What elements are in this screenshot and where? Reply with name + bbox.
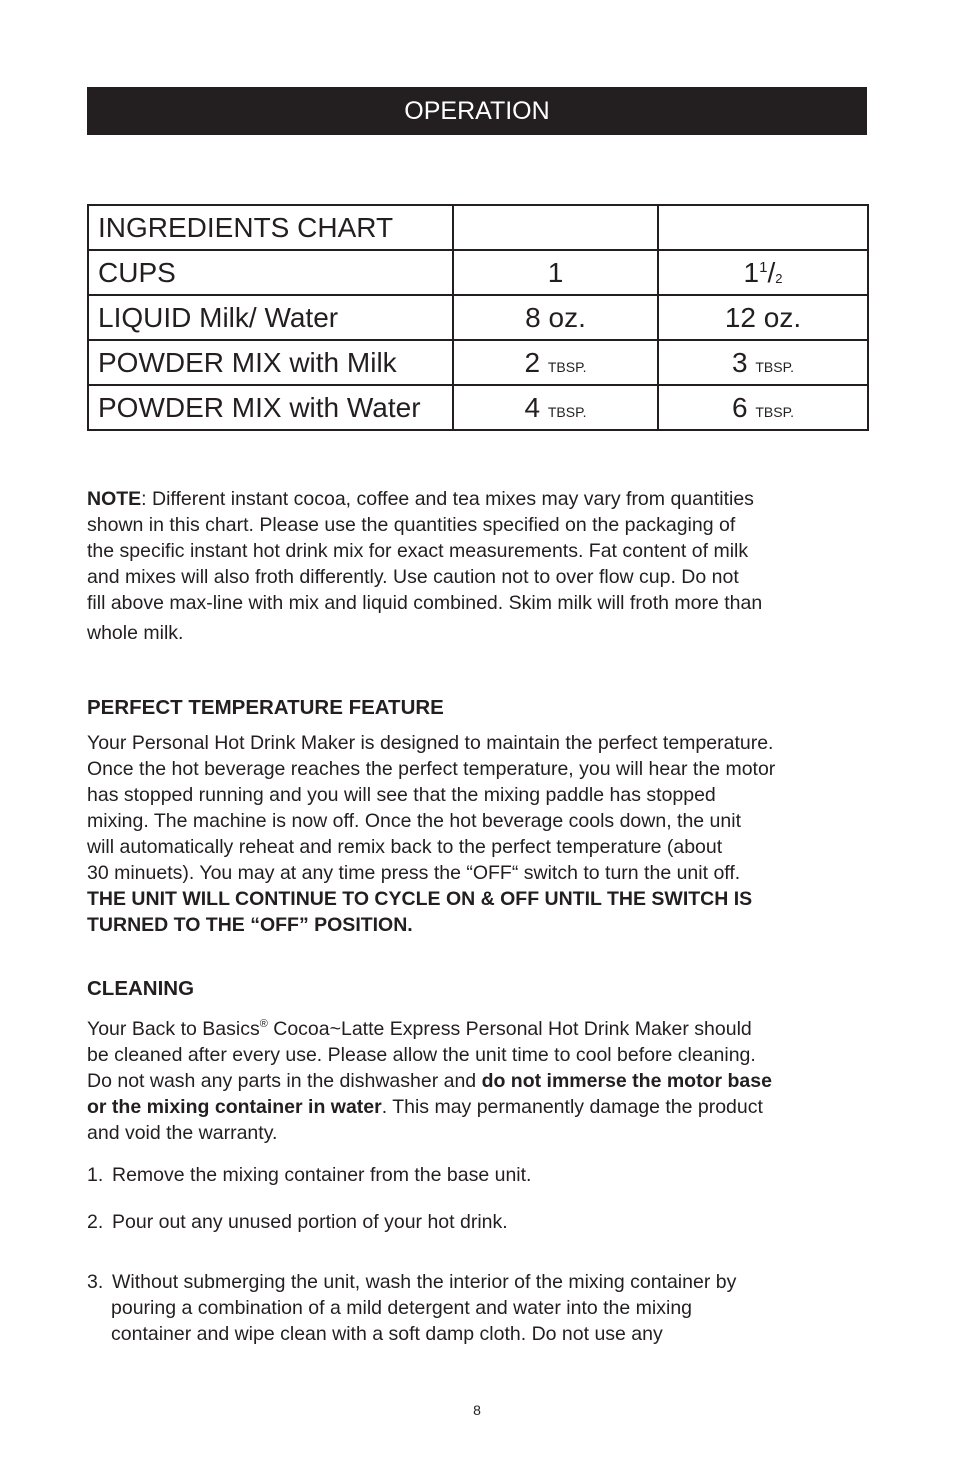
paragraph-line: 30 minuets). You may at any time press the “OFF“ switch to turn the unit off. — [87, 862, 741, 884]
note-text: fill above max-line with mix and liquid combined. Skim milk will froth more than — [87, 592, 763, 614]
list-item — [87, 1162, 872, 1188]
note-text: the specific instant hot drink mix for exact measurements. Fat content of milk — [87, 540, 749, 562]
cell-unit: TBSP. — [547, 403, 587, 420]
list-number: 1. — [87, 1164, 104, 1186]
temperature-heading: PERFECT TEMPERATURE FEATURE — [87, 696, 444, 719]
paragraph-line: will automatically reheat and remix back to the perfect temperature (about — [87, 836, 723, 858]
table-row — [88, 340, 868, 385]
table-row — [88, 250, 868, 295]
list-item — [87, 1209, 872, 1235]
list-text: Without submerging the unit, wash the interior of the mixing container by — [112, 1271, 737, 1293]
table-cell — [453, 340, 658, 385]
list-text: pouring a combination of a mild detergent and water into the mixing — [111, 1297, 693, 1319]
table-cell — [453, 385, 658, 430]
list-text: Remove the mixing container from the base unit. — [112, 1164, 532, 1186]
list-text: container and wipe clean with a soft damp cloth. Do not use any — [111, 1323, 663, 1345]
section-header — [87, 87, 867, 135]
row-label: CUPS — [88, 250, 453, 295]
paragraph-line: Your Personal Hot Drink Maker is designed to maintain the perfect temperature. — [87, 732, 774, 754]
emphasis-text: or the mixing container in water — [87, 1096, 382, 1118]
list-item — [87, 1269, 872, 1347]
table-row — [88, 295, 868, 340]
cell-value: 4 — [524, 391, 541, 423]
table-cell — [658, 250, 868, 295]
fraction-denominator: 2 — [775, 270, 783, 286]
paragraph-line: be cleaned after every use. Please allow the unit time to cool before cleaning. — [87, 1044, 756, 1066]
note-text: whole milk. — [87, 622, 184, 644]
table-cell: 1 — [453, 250, 658, 295]
list-number: 2. — [87, 1211, 104, 1233]
fraction-value: $1^1/_2$ — [743, 256, 783, 288]
cell-unit: TBSP. — [547, 358, 587, 375]
ingredients-chart — [87, 204, 869, 431]
section-title: OPERATION — [404, 96, 550, 125]
row-label: LIQUID Milk/ Water — [88, 295, 453, 340]
warning-line: THE UNIT WILL CONTINUE TO CYCLE ON & OFF UNTIL THE SWITCH IS — [87, 888, 753, 910]
table-cell — [453, 205, 658, 250]
table-cell — [658, 340, 868, 385]
list-number: 3. — [87, 1271, 104, 1293]
paragraph-text: . This may permanently damage the product — [381, 1096, 763, 1118]
table-cell: 12 oz. — [658, 295, 868, 340]
emphasis-text: do not immerse the motor base — [481, 1070, 772, 1092]
paragraph-line: Once the hot beverage reaches the perfect temperature, you will hear the motor — [87, 758, 776, 780]
note-text: and mixes will also froth differently. Use caution not to over flow cup. Do not — [87, 566, 739, 588]
row-label: POWDER MIX with Milk — [88, 340, 453, 385]
note-label: NOTE — [87, 488, 142, 510]
paragraph-text: Your Back to Basics — [87, 1018, 260, 1040]
cleaning-paragraph — [87, 1011, 872, 1146]
table-row — [88, 385, 868, 430]
note-paragraph — [87, 486, 872, 646]
paragraph-text: Cocoa~Latte Express Personal Hot Drink Maker should — [267, 1018, 752, 1040]
warning-line: TURNED TO THE “OFF” POSITION. — [87, 914, 413, 936]
page-number: 8 — [473, 1402, 481, 1418]
cleaning-heading: CLEANING — [87, 977, 195, 1000]
cell-value: 3 — [731, 346, 748, 378]
row-label: POWDER MIX with Water — [88, 385, 453, 430]
fraction-whole: 1 — [743, 256, 760, 288]
paragraph-line: has stopped running and you will see that the mixing paddle has stopped — [87, 784, 716, 806]
temperature-paragraph — [87, 730, 872, 938]
table-row — [88, 205, 868, 250]
table-cell — [658, 385, 868, 430]
cell-unit: TBSP. — [755, 403, 794, 420]
table-cell — [658, 205, 868, 250]
registered-mark: ® — [259, 1018, 268, 1030]
table-cell: 8 oz. — [453, 295, 658, 340]
paragraph-line: and void the warranty. — [87, 1122, 278, 1144]
paragraph-line: mixing. The machine is now off. Once the hot beverage cools down, the unit — [87, 810, 741, 832]
fraction-numerator: 1 — [759, 258, 768, 276]
note-text: : Different instant cocoa, coffee and tea mixes may vary from quantities — [141, 488, 754, 510]
cell-value: 2 — [524, 346, 541, 378]
paragraph-text: Do not wash any parts in the dishwasher and — [87, 1070, 482, 1092]
chart-title: INGREDIENTS CHART — [88, 205, 453, 250]
cell-value: 6 — [731, 391, 748, 423]
list-text: Pour out any unused portion of your hot drink. — [112, 1211, 508, 1233]
cell-unit: TBSP. — [755, 358, 794, 375]
note-text: shown in this chart. Please use the quantities specified on the packaging of — [87, 514, 736, 536]
